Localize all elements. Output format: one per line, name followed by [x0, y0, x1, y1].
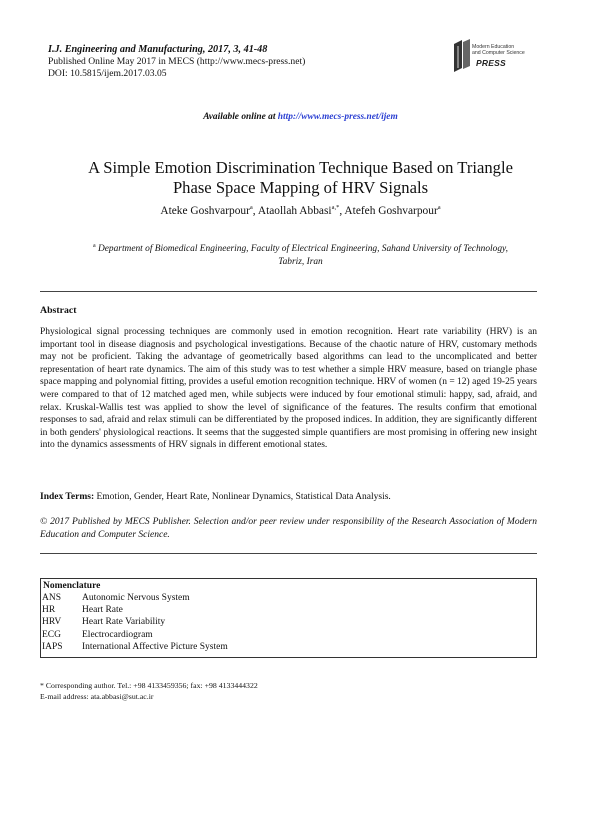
journal-volume: 2017, 3, 41-48: [205, 44, 268, 55]
affiliation-line-1: [40, 240, 561, 256]
journal-url-link[interactable]: http://www.mecs-press.net/ijem: [277, 112, 398, 122]
availability-line: [0, 112, 601, 122]
corresponding-author-note: * Corresponding author. Tel.: +98 4133459356; fax: +98 4133444322: [40, 681, 258, 690]
author-separator: ,: [339, 205, 345, 217]
nomenclature-row: [41, 592, 536, 604]
nomenclature-box: [40, 578, 537, 658]
affiliation-text: Department of Biomedical Engineering, Faculty of Electrical Engineering, Sahand University of Technology,: [95, 244, 508, 255]
abstract-heading: Abstract: [40, 305, 77, 316]
nomenclature-row: [41, 629, 536, 641]
nomenclature-row: [41, 616, 536, 628]
divider-bottom: [40, 553, 537, 554]
divider-top: [40, 291, 537, 292]
availability-prefix: Available online at: [203, 112, 278, 122]
affiliation-mark: a: [92, 243, 96, 249]
published-line: Published Online May 2017 in MECS (http://www.mecs-press.net): [48, 56, 306, 67]
email-note: E-mail address: ata.abbasi@sut.ac.ir: [40, 692, 154, 701]
nomenclature-abbr: HRV: [42, 617, 62, 628]
nomenclature-def: Autonomic Nervous System: [82, 593, 190, 603]
footnote: [40, 680, 258, 702]
abstract-text: Physiological signal processing techniques are commonly used in emotion recognition. Heart rate variability (HRV) is an important tool in disease diagnosis and psychological investigations. Because of the chaotic nature of HRV, customary methods may not be proficient. Taking the advantage of geometrically based algorithms can lead to the uncomplicated and better representation of heart rate dynamics. The aim of this study was to test whether a simple HRV measure, based on triangle phase space mapping and polynomial fitting, provides a useful emotion recognition technique. HRV of women (n = 12) aged 19-25 years were compared to that of 12 matched aged men, while subjects were induced by four emotional stimuli: happy, sad, afraid, and relax. Kruskal-Wallis test was applied to show the level of significance of the features. The results confirm that emotional responses to sad, afraid and relax stimuli can be differentiated by the proposed indices. In addition, they are significantly different in both genders' physiological reactions. It seems that the suggested simple quantifiers are most promising in offering new insight into the dynamics assessments of HRV signals in different emotional states.: [40, 327, 537, 451]
nomenclature-def: Electrocardiogram: [82, 629, 153, 640]
nomenclature-abbr: IAPS: [42, 641, 63, 652]
index-terms: [40, 492, 537, 502]
journal-citation: [48, 44, 305, 56]
title-line-1: A Simple Emotion Discrimination Technique Based on Triangle: [88, 158, 513, 177]
nomenclature-def: Heart Rate Variability: [82, 617, 166, 628]
nomenclature-row: [41, 641, 536, 653]
author-name: Atefeh Goshvarpour: [344, 205, 438, 217]
nomenclature-heading: Nomenclature: [43, 581, 101, 591]
affiliation-line-2: Tabriz, Iran: [278, 256, 323, 267]
copyright-notice: © 2017 Published by MECS Publisher. Selection and/or peer review under responsibility of the Research Association of Modern Education and Computer Science.: [40, 517, 537, 540]
author-affiliation-mark: a,*: [331, 204, 340, 211]
author-affiliation-mark: a: [249, 204, 253, 211]
author-affiliation-mark: a: [437, 204, 441, 211]
author-list: [40, 205, 561, 217]
nomenclature-row: [41, 604, 536, 616]
author-name: Ataollah Abbasi: [257, 205, 332, 217]
author-separator: ,: [252, 205, 258, 217]
logo-line-2: and Computer Science: [472, 50, 525, 56]
nomenclature-abbr: HR: [42, 605, 56, 616]
author-name: Ateke Goshvarpour: [160, 205, 250, 217]
logo-press: PRESS: [476, 58, 506, 68]
logo-text: [472, 44, 525, 56]
paper-title: [40, 158, 561, 198]
nomenclature-def: International Affective Picture System: [82, 641, 228, 652]
affiliation: [40, 240, 561, 268]
logo-line-1: Modern Education: [472, 44, 515, 50]
nomenclature-abbr: ANS: [42, 593, 62, 603]
index-terms-label: Index Terms:: [40, 492, 95, 502]
publisher-logo: [452, 34, 564, 84]
title-line-2: Phase Space Mapping of HRV Signals: [172, 178, 429, 197]
book-stack-icon: [452, 38, 474, 74]
journal-name: I.J. Engineering and Manufacturing,: [48, 44, 206, 55]
nomenclature-def: Heart Rate: [82, 605, 123, 616]
doi-line: DOI: 10.5815/ijem.2017.03.05: [48, 68, 167, 79]
index-terms-value: Emotion, Gender, Heart Rate, Nonlinear Dynamics, Statistical Data Analysis.: [94, 492, 391, 502]
journal-header: [48, 44, 305, 80]
nomenclature-abbr: ECG: [42, 629, 61, 640]
